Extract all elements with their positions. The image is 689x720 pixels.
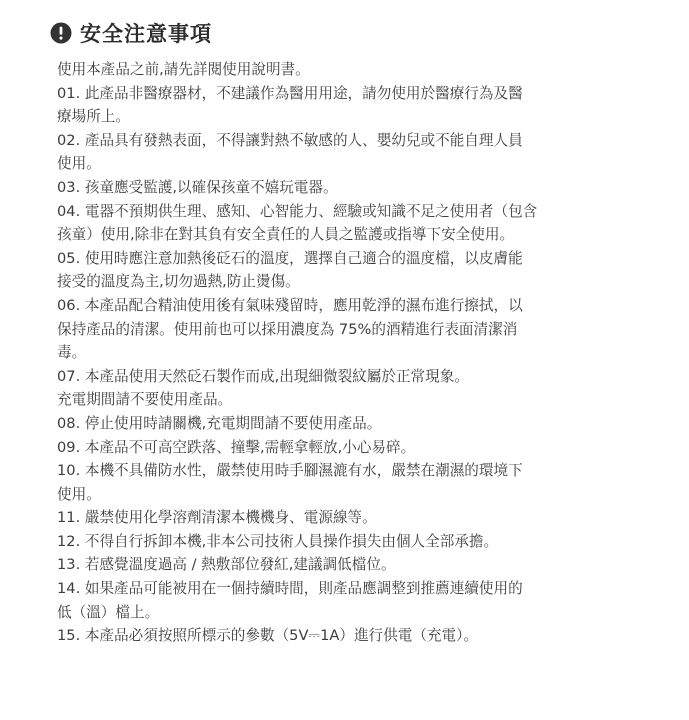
text-line: 11. 嚴禁使用化學溶劑清潔本機機身、電源線等。 — [57, 509, 377, 527]
text-line: 01. 此產品非醫療器材，不建議作為醫用用途，請勿使用於醫療行為及醫 — [57, 84, 523, 102]
text-line: 使用。 — [57, 485, 101, 503]
text-line: 03. 孩童應受監護,以確保孩童不嬉玩電器。 — [57, 178, 338, 196]
section-header — [50, 17, 212, 49]
section-title: 安全注意事項 — [80, 22, 212, 46]
text-line: 充電期間請不要使用產品。 — [57, 391, 233, 409]
exclamation-circle-icon — [50, 22, 72, 44]
text-line: 10. 本機不具備防水性，嚴禁使用時手腳濕漉有水，嚴禁在潮濕的環境下 — [57, 462, 523, 480]
text-line: 12. 不得自行拆卸本機,非本公司技術人員操作損失由個人全部承擔。 — [57, 532, 499, 550]
text-line: 15. 本產品必須按照所標示的參數（5V⎓1A）進行供電（充電）。 — [57, 627, 478, 645]
safety-instructions-body — [57, 58, 639, 648]
text-line: 毒。 — [57, 344, 87, 362]
text-line: 保持產品的清潔。使用前也可以採用濃度為 75%的酒精進行表面清潔消 — [57, 320, 518, 338]
text-line: 05. 使用時應注意加熱後砭石的溫度，選擇自己適合的溫度檔，以皮膚能 — [57, 249, 523, 267]
intro-line: 使用本產品之前,請先詳閱使用說明書。 — [57, 61, 310, 78]
text-line: 接受的溫度為主,切勿過熱,防止燙傷。 — [57, 273, 300, 291]
text-line: 06. 本產品配合精油使用後有氣味殘留時，應用乾淨的濕布進行擦拭，以 — [57, 296, 523, 314]
text-line: 09. 本產品不可高空跌落、撞擊,需輕拿輕放,小心易碎。 — [57, 438, 416, 456]
text-line: 08. 停止使用時請關機,充電期間請不要使用產品。 — [57, 414, 382, 432]
text-line: 02. 產品具有發熱表面，不得讓對熱不敏感的人、嬰幼兒或不能自理人員 — [57, 131, 523, 149]
text-line: 孩童）使用,除非在對其負有安全責任的人員之監護或指導下安全使用。 — [57, 226, 515, 244]
text-line: 14. 如果產品可能被用在一個持續時間，則產品應調整到推薦連續使用的 — [57, 580, 523, 598]
text-line: 04. 電器不預期供生理、感知、心智能力、經驗或知識不足之使用者（包含 — [57, 202, 538, 220]
text-line: 使用。 — [57, 155, 101, 173]
text-line: 療場所上。 — [57, 108, 130, 126]
text-line: 13. 若感覺溫度過高 / 熱敷部位發紅,建議調低檔位。 — [57, 556, 396, 574]
text-line: 07. 本產品使用天然砭石製作而成,出現細微裂紋屬於正常現象。 — [57, 367, 469, 385]
text-line: 低（溫）檔上。 — [57, 603, 160, 621]
